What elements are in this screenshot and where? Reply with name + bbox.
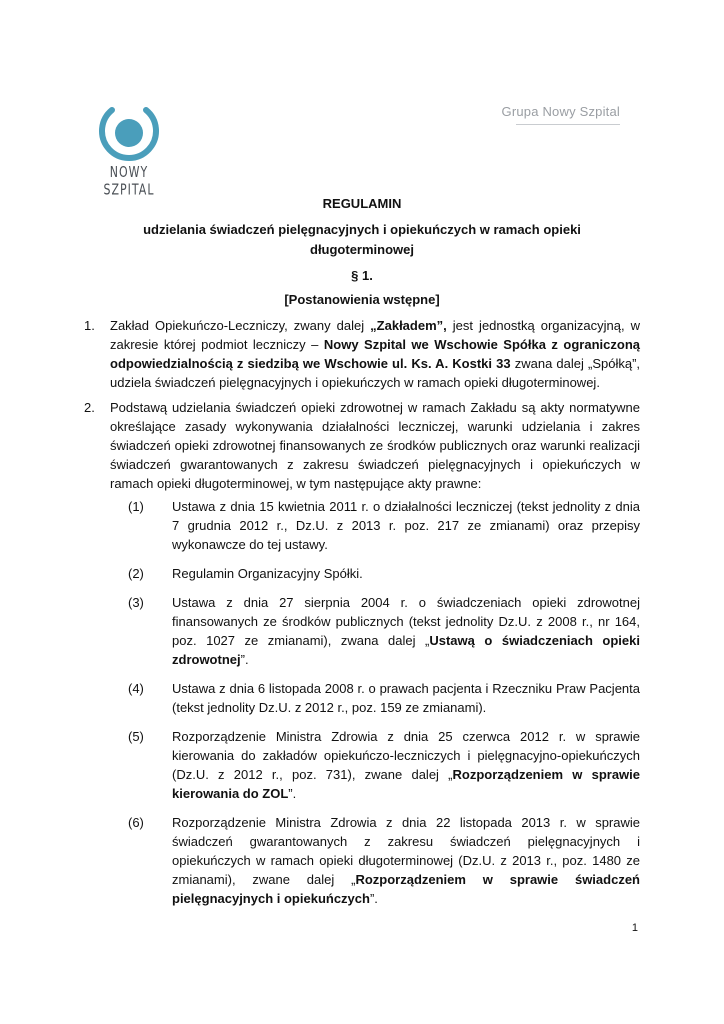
document-title: REGULAMIN [322,196,402,211]
item-text: zwana dalej „Spółką”, udziela świadczeń pielęgnacyjnych i opiekuńczych w ramach opieki długoterminowej. [110,356,641,390]
item-bold-text: „Zakładem”, [370,318,447,333]
list-item-number: (5) [128,729,144,744]
document-subtitle-line-1: udzielania świadczeń pielęgnacyjnych i opiekuńczych w ramach opieki [143,222,581,237]
list-item-bold-text: Rozporządzeniem w sprawie świadczeń pielęgnacyjnych i opiekuńczych [172,872,640,906]
item-number: 2. [84,400,95,415]
list-item-text: ”. [240,652,249,667]
legal-acts-list [110,497,640,908]
list-item-number: (2) [128,566,144,581]
item-number: 1. [84,318,95,333]
list-item-number: (4) [128,681,144,696]
paragraph-item-2 [84,398,640,908]
list-item [128,727,640,803]
logo-text: NOWY SZPITAL [103,163,155,199]
page-number: 1 [631,922,638,934]
nowy-szpital-logo [86,100,172,199]
item-text: Podstawą udzielania świadczeń opieki zdrowotnej w ramach Zakładu są akty normatywne określające zasady wykonywania działalności leczniczej, warunki udzielania i zakres świadczeń opieki zdrowotnej finansowanych ze środków publicznych oraz warunki realizacji świadczeń gwarantowanych z zakresu świadczeń pielęgnacyjnych i opiekuńczych w ramach opieki długoterminowej, w tym następujące akty prawne: [110,400,640,491]
list-item-text: Ustawa z dnia 6 listopada 2008 r. o prawach pacjenta i Rzeczniku Praw Pacjenta (tekst jednolity Dz.U. z 2012 r., poz. 159 ze zmianami). [172,681,640,715]
document-subtitle-line-2: długoterminowej [310,242,414,257]
item-text: jest jednostką organizacyjną, w zakresie której podmiot leczniczy – [110,318,640,352]
list-item [128,813,640,908]
section-number: § 1. [351,268,373,283]
list-item [128,564,640,583]
list-item-bold-text: Rozporządzeniem w sprawie kierowania do ZOL [172,767,640,801]
list-item [128,593,640,669]
list-item-number: (6) [128,815,144,830]
list-item-number: (1) [128,499,144,514]
list-item-number: (3) [128,595,144,610]
paragraph-item-1 [84,316,640,392]
group-brand-underline [516,124,620,125]
list-item-text: Regulamin Organizacyjny Spółki. [172,566,363,581]
list-item-text: ”. [288,786,297,801]
item-bold-text: Nowy Szpital we Wschowie Spółka z ograniczoną odpowiedzialnością z siedzibą we Wschowie ul. Ks. A. Kostki 33 [110,337,640,371]
list-item [128,679,640,717]
list-item-text: Ustawa z dnia 15 kwietnia 2011 r. o działalności leczniczej (tekst jednolity z dnia 7 grudnia 2012 r., Dz.U. z 2013 r. poz. 217 ze zmianami) oraz przepisy wykonawcze do tej ustawy. [172,499,640,552]
list-item-text: Rozporządzenie Ministra Zdrowia z dnia 25 czerwca 2012 r. w sprawie kierowania do zakładów opiekuńczo-leczniczych i pielęgnacyjno-opiekuńczych (Dz.U. z 2012 r., poz. 731), zwane dalej „ [172,729,640,782]
logo-ring-icon [98,100,160,162]
list-item-bold-text: Ustawą o świadczeniach opieki zdrowotnej [172,633,640,667]
item-text: Zakład Opiekuńczo-Leczniczy, zwany dalej [110,318,371,333]
section-title: [Postanowienia wstępne] [284,292,440,307]
document-body [84,316,640,918]
list-item [128,497,640,554]
list-item-text: Rozporządzenie Ministra Zdrowia z dnia 22 listopada 2013 r. w sprawie świadczeń gwarantowanych z zakresu świadczeń pielęgnacyjnych i opiekuńczych w ramach opieki długoterminowej (Dz.U. z 2013 r., poz. 1480 ze zmianami), zwane dalej „ [172,815,640,887]
list-item-text: Ustawa z dnia 27 sierpnia 2004 r. o świadczeniach opieki zdrowotnej finansowanych ze środków publicznych (tekst jednolity Dz.U. z 2008 r., nr 164, poz. 1027 ze zmianami), zwana dalej „ [172,595,640,648]
group-brand: Grupa Nowy Szpital [501,104,620,119]
list-item-text: ”. [369,891,378,906]
